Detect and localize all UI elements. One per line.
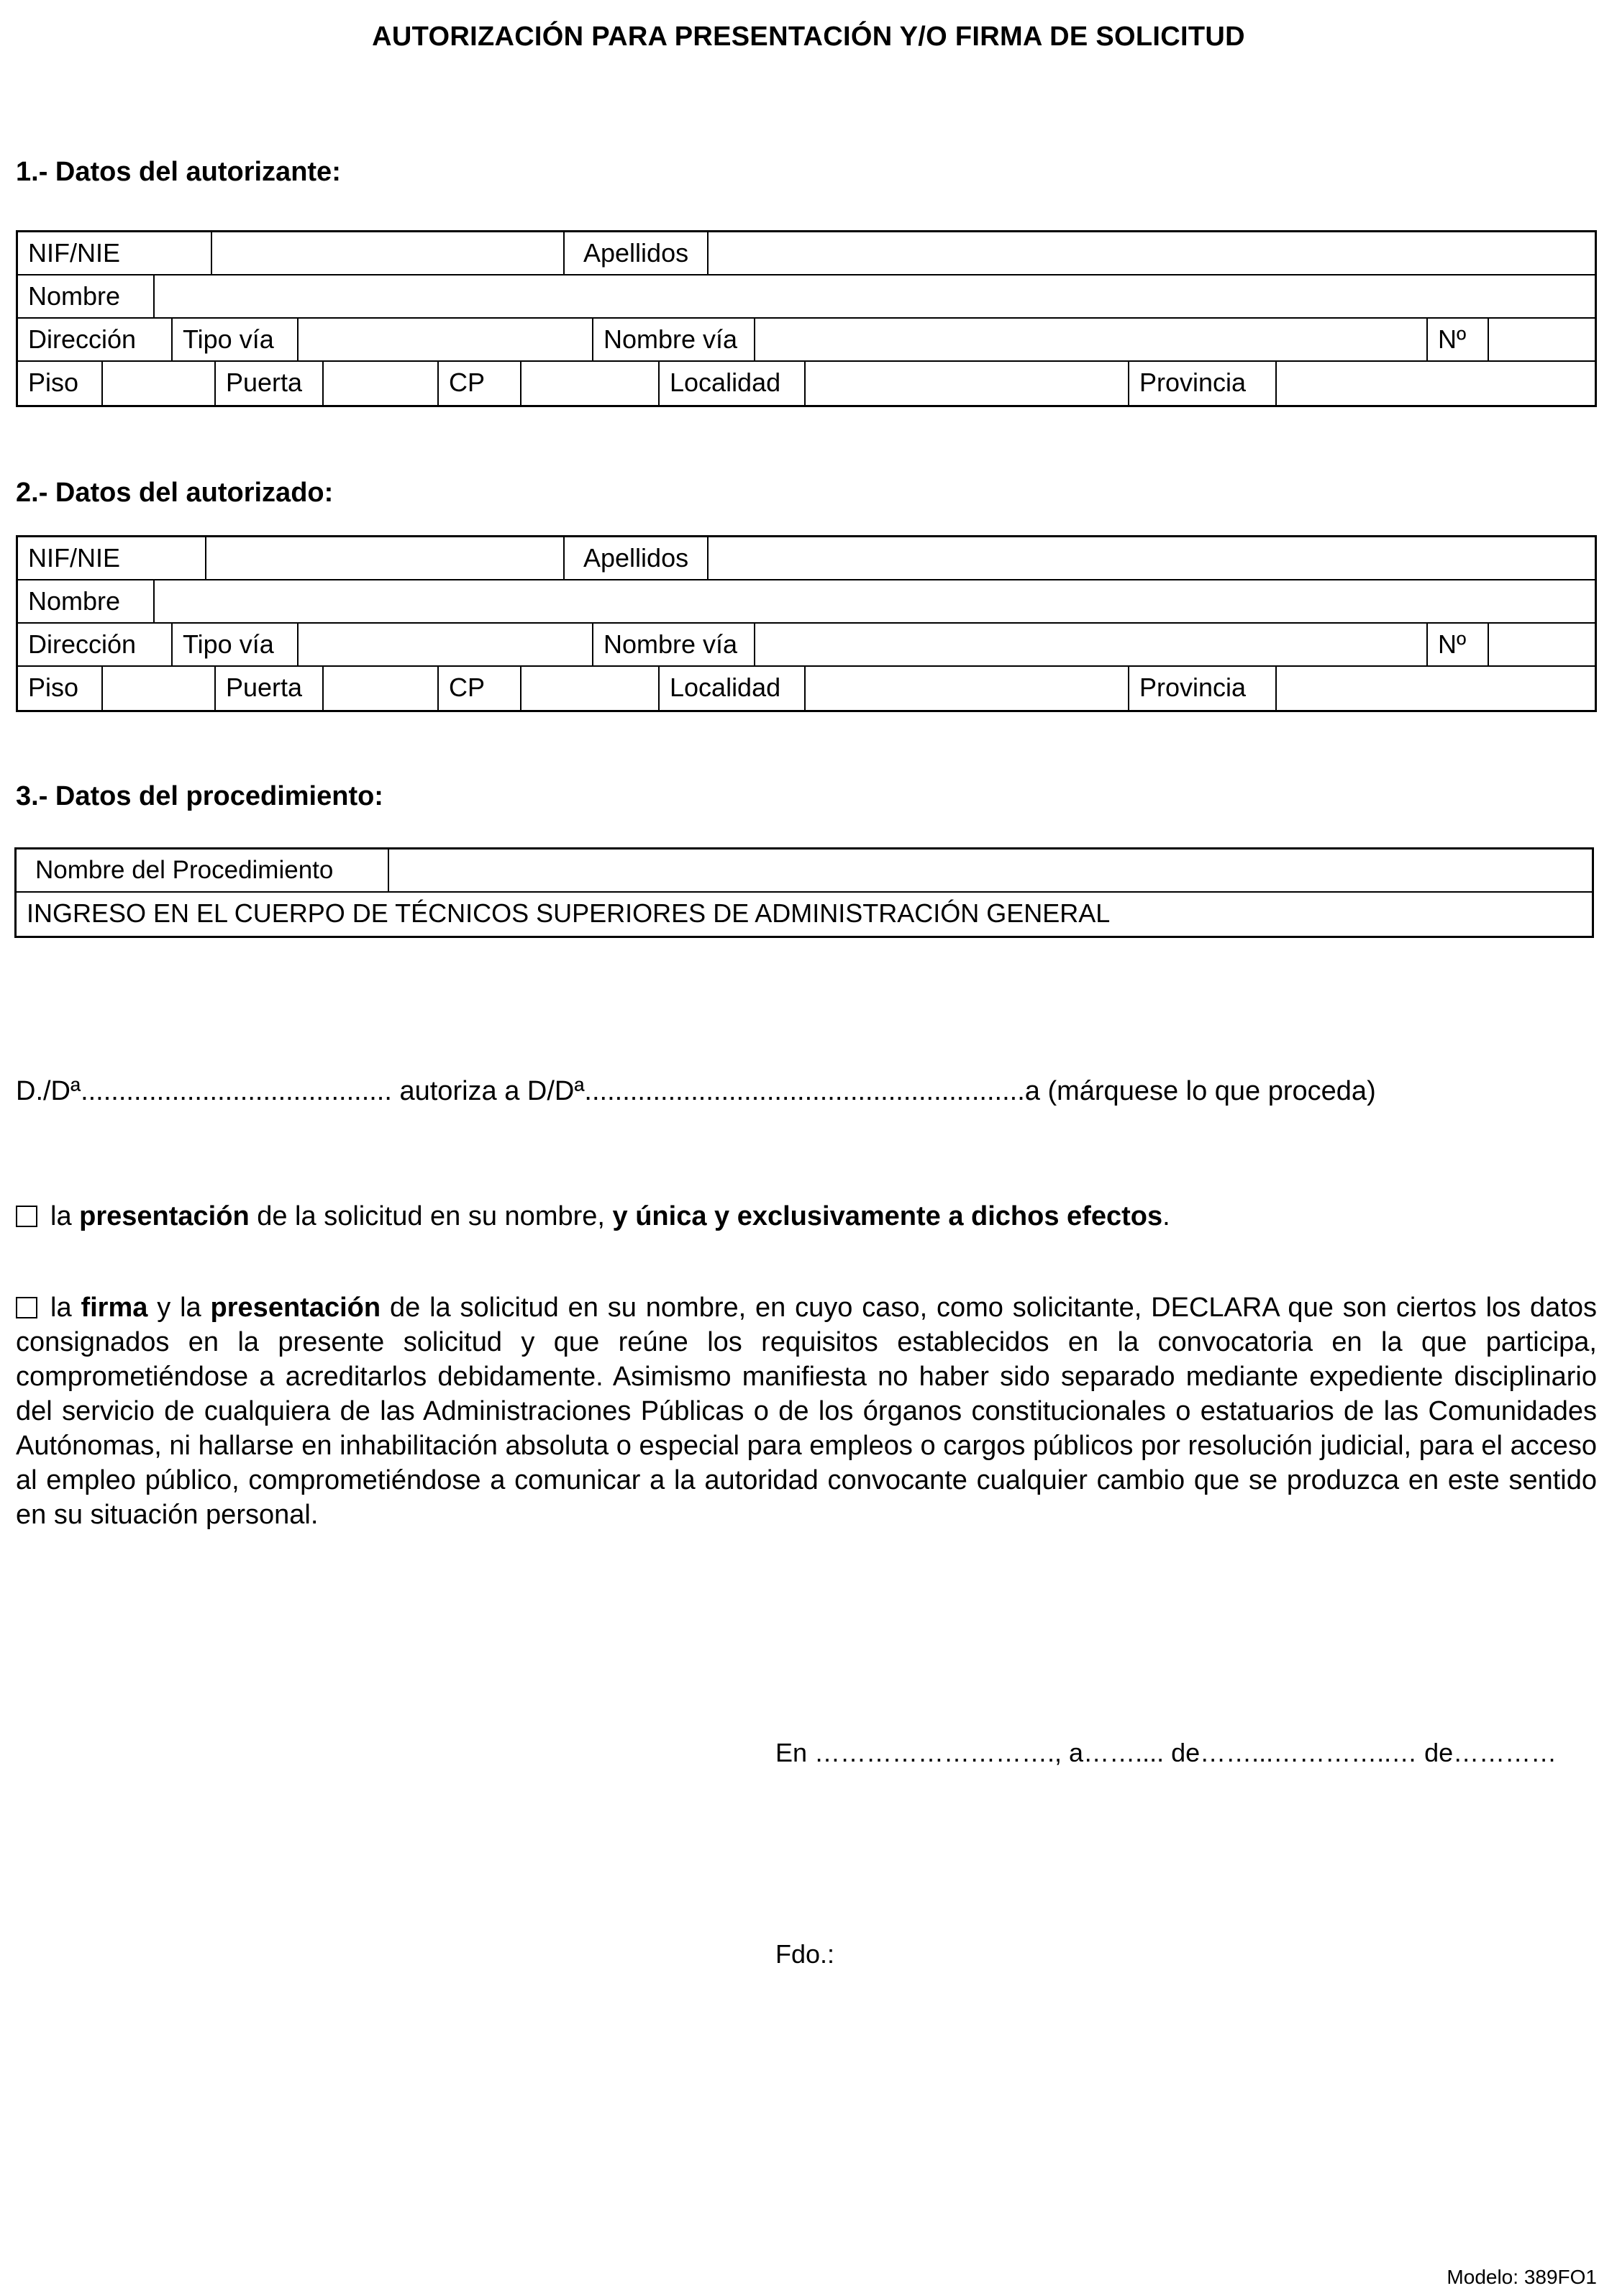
provincia-label: Provincia (1129, 667, 1277, 710)
option-firma-presentacion (16, 1290, 1597, 1532)
nombre-label: Nombre (18, 275, 155, 317)
autorizante-table (16, 230, 1597, 407)
autorizante-tipo-via-input[interactable] (299, 319, 593, 360)
procedimiento-empty-cell (389, 849, 1592, 891)
piso-label: Piso (18, 362, 103, 405)
autorizante-nombre-via-input[interactable] (755, 319, 1428, 360)
date-line: En ………………………., a…….... de……...…………..… de………… (775, 1738, 1557, 1767)
nif-label: NIF/NIE (18, 537, 206, 579)
localidad-label: Localidad (660, 667, 806, 710)
tipo-via-label: Tipo vía (173, 624, 299, 665)
autorizado-nombre-input[interactable] (155, 580, 1595, 622)
option-1-text-2: de la solicitud en su nombre, (249, 1201, 613, 1231)
procedimiento-value: INGRESO EN EL CUERPO DE TÉCNICOS SUPERIORES DE ADMINISTRACIÓN GENERAL (27, 898, 1111, 928)
nif-label: NIF/NIE (18, 232, 212, 274)
autorizante-localidad-input[interactable] (806, 362, 1129, 405)
autorizado-tipo-via-input[interactable] (299, 624, 593, 665)
table-row (18, 232, 1595, 275)
direccion-label: Dirección (18, 319, 173, 360)
section-1-heading: 1.- Datos del autorizante: (16, 157, 341, 187)
nombre-via-label: Nombre vía (593, 319, 755, 360)
autorizado-piso-input[interactable] (103, 667, 216, 710)
table-row (17, 893, 1592, 936)
procedimiento-label: Nombre del Procedimiento (17, 849, 389, 891)
autorizado-cp-input[interactable] (521, 667, 660, 710)
autorizante-piso-input[interactable] (103, 362, 216, 405)
option-2-text-2: y la (147, 1293, 211, 1323)
authorization-sentence: D./Dª......................................... autoriza a D/Dª..........................................................a (márquese lo que proceda) (16, 1076, 1376, 1106)
table-row (18, 362, 1595, 405)
presentacion-checkbox[interactable] (16, 1206, 37, 1227)
autorizado-nombre-via-input[interactable] (755, 624, 1428, 665)
autorizado-localidad-input[interactable] (806, 667, 1129, 710)
table-row (18, 580, 1595, 624)
piso-label: Piso (18, 667, 103, 710)
section-2-heading: 2.- Datos del autorizado: (16, 478, 334, 508)
provincia-label: Provincia (1129, 362, 1277, 405)
numero-label: Nº (1428, 319, 1489, 360)
autorizado-apellidos-input[interactable] (709, 537, 1595, 579)
section-3-heading: 3.- Datos del procedimiento: (16, 781, 383, 811)
option-1-bold-exclusive: y única y exclusivamente a dichos efectos (612, 1201, 1163, 1231)
cp-label: CP (439, 667, 521, 710)
table-row (18, 537, 1595, 580)
autorizado-puerta-input[interactable] (324, 667, 439, 710)
table-row (18, 275, 1595, 319)
autorizante-nif-input[interactable] (212, 232, 565, 274)
autorizado-table (16, 535, 1597, 712)
option-1-period: . (1162, 1201, 1170, 1231)
puerta-label: Puerta (216, 667, 324, 710)
page-title: AUTORIZACIÓN PARA PRESENTACIÓN Y/O FIRMA DE SOLICITUD (372, 22, 1245, 52)
autorizado-nif-input[interactable] (206, 537, 565, 579)
nombre-label: Nombre (18, 580, 155, 622)
option-presentacion (16, 1201, 1597, 1232)
apellidos-label: Apellidos (565, 232, 709, 274)
model-code: Modelo: 389FO1 (1447, 2266, 1597, 2288)
table-row (17, 849, 1592, 893)
autorizante-apellidos-input[interactable] (709, 232, 1595, 274)
cp-label: CP (439, 362, 521, 405)
numero-label: Nº (1428, 624, 1489, 665)
firma-presentacion-checkbox[interactable] (16, 1297, 37, 1318)
autorizante-puerta-input[interactable] (324, 362, 439, 405)
table-row (18, 319, 1595, 362)
signature-label: Fdo.: (775, 1939, 835, 1969)
tipo-via-label: Tipo vía (173, 319, 299, 360)
apellidos-label: Apellidos (565, 537, 709, 579)
option-1-bold-presentacion: presentación (79, 1201, 250, 1231)
option-1-text: la (50, 1201, 80, 1231)
procedimiento-table (14, 847, 1594, 938)
puerta-label: Puerta (216, 362, 324, 405)
direccion-label: Dirección (18, 624, 173, 665)
option-2-text: la (50, 1293, 81, 1323)
autorizante-numero-input[interactable] (1489, 319, 1595, 360)
autorizante-provincia-input[interactable] (1277, 362, 1595, 405)
nombre-via-label: Nombre vía (593, 624, 755, 665)
table-row (18, 667, 1595, 710)
autorizado-numero-input[interactable] (1489, 624, 1595, 665)
option-2-bold-firma: firma (81, 1293, 148, 1323)
option-2-declaration: de la solicitud en su nombre, en cuyo caso, como solicitante, DECLARA que son ciertos los datos consignados en la presente solicitud y que reúne los requisitos establecidos en la convocatoria en la que participa, comprometiéndose a acreditarlos debidamente. Asimismo manifiesta no haber sido separado mediante expediente disciplinario del servicio de cualquiera de las Administraciones Públicas o de los órganos constitucionales o estatuarios de las Comunidades Autónomas, ni hallarse en inhabilitación absoluta o especial para empleos o cargos públicos por resolución judicial, para el acceso al empleo público, comprometiéndose a comunicar a la autoridad convocante cualquier cambio que se produzca en este sentido en su situación personal. (16, 1293, 1598, 1530)
option-2-bold-presentacion: presentación (210, 1293, 381, 1323)
autorizante-nombre-input[interactable] (155, 275, 1595, 317)
autorizado-provincia-input[interactable] (1277, 667, 1595, 710)
localidad-label: Localidad (660, 362, 806, 405)
table-row (18, 624, 1595, 667)
autorizante-cp-input[interactable] (521, 362, 660, 405)
